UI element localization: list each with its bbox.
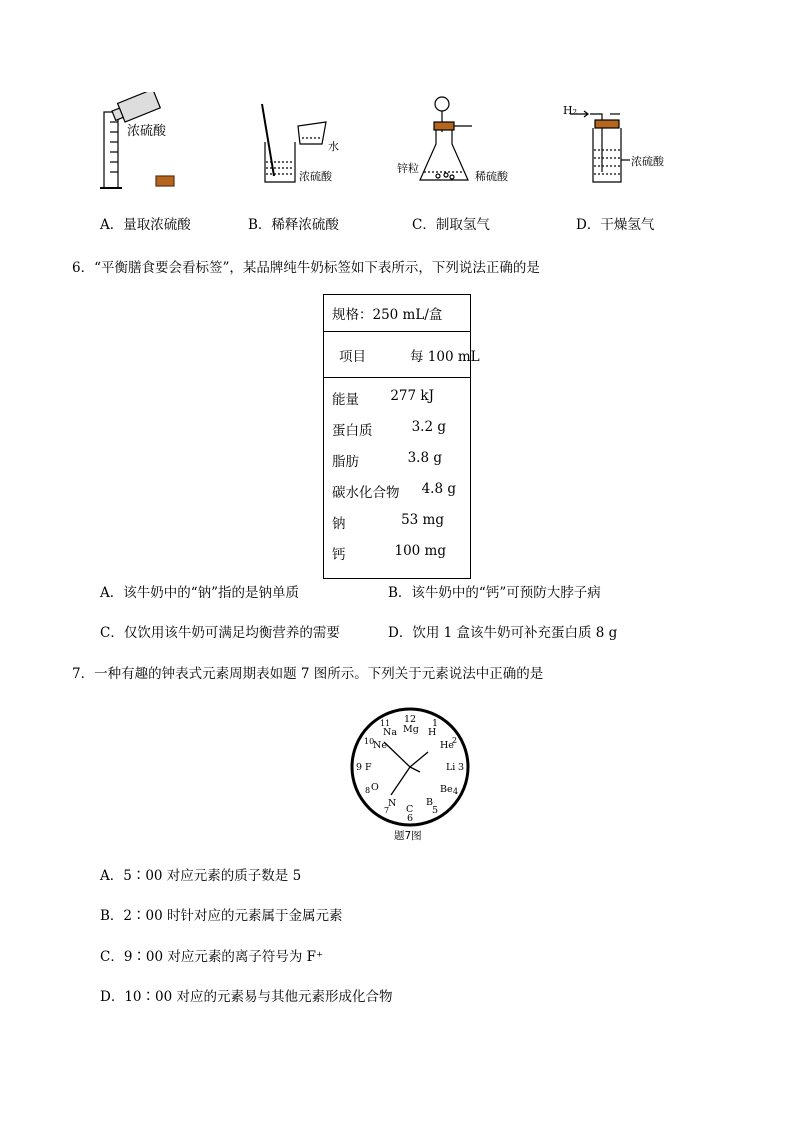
q7-option-b: B．2∶00 时针对应的元素属于金属元素 bbox=[100, 908, 343, 924]
q6-option-d: D．饮用 1 盒该牛奶可补充蛋白质 8 g bbox=[388, 625, 618, 641]
q5-option-d: D．干燥氢气 bbox=[576, 217, 655, 233]
clock-9-number: 9 bbox=[356, 762, 363, 773]
fig-c-zinc-label: 锌粒 bbox=[397, 162, 419, 175]
clock-7-number: 7 bbox=[384, 806, 390, 815]
nutrient-name: 钠 bbox=[332, 516, 346, 532]
hour-hand bbox=[384, 742, 410, 767]
q6-option-a: A．该牛奶中的“钠”指的是钠单质 bbox=[100, 585, 300, 601]
label-row bbox=[332, 450, 464, 470]
clock-11-symbol: Na bbox=[383, 727, 397, 738]
clock-2-symbol: He bbox=[440, 740, 454, 751]
clock-8-symbol: O bbox=[371, 782, 379, 793]
fig-d-label: 浓硫酸 bbox=[631, 155, 664, 168]
milk-nutrition-label bbox=[323, 294, 480, 579]
graduated-cylinder-drawing bbox=[100, 92, 174, 188]
minute-hand bbox=[391, 767, 410, 795]
q5-option-a: A．量取浓硫酸 bbox=[100, 217, 191, 233]
element-clock-figure bbox=[340, 706, 480, 846]
label-row bbox=[332, 388, 464, 408]
nutrient-value: 100 mg bbox=[394, 543, 446, 559]
label-header-per: 每 100 mL bbox=[410, 349, 480, 365]
figure-caption: 题7图 bbox=[394, 830, 422, 842]
nutrient-name: 脂肪 bbox=[332, 454, 359, 470]
q7-option-c: C．9∶00 对应元素的离子符号为 F⁺ bbox=[100, 949, 324, 965]
q6-option-c: C．仅饮用该牛奶可满足均衡营养的需要 bbox=[100, 625, 340, 641]
nutrient-value: 3.2 g bbox=[411, 419, 446, 435]
clock-2-number: 2 bbox=[452, 736, 458, 745]
q7-option-a: A．5∶00 对应元素的质子数是 5 bbox=[100, 868, 302, 884]
clock-1-number: 1 bbox=[432, 718, 439, 729]
clock-1-symbol: H bbox=[428, 727, 437, 738]
clock-3-symbol: Li bbox=[446, 762, 456, 773]
nutrient-value: 4.8 g bbox=[421, 481, 456, 497]
clock-5-symbol: B bbox=[426, 797, 433, 808]
nutrient-value: 53 mg bbox=[401, 512, 444, 528]
label-row bbox=[332, 512, 464, 532]
nutrient-name: 蛋白质 bbox=[332, 423, 373, 439]
clock-4-number: 4 bbox=[453, 787, 459, 796]
clock-8-number: 8 bbox=[365, 786, 371, 795]
clock-6-symbol: C bbox=[406, 804, 414, 815]
fig-b-water-label: 水 bbox=[328, 140, 339, 153]
clock-12-number: 12 bbox=[404, 714, 417, 725]
q7-stem: 7．一种有趣的钟表式元素周期表如题 7 图所示。下列关于元素说法中正确的是 bbox=[72, 666, 544, 682]
label-divider bbox=[324, 331, 470, 332]
q5-option-c: C．制取氢气 bbox=[412, 217, 490, 233]
label-header-item: 项目 bbox=[339, 349, 366, 365]
second-hand-tail bbox=[410, 767, 420, 772]
fig-b-label: 浓硫酸 bbox=[299, 170, 332, 183]
clock-10-symbol: Ne bbox=[373, 740, 387, 751]
clock-3-number: 3 bbox=[458, 762, 465, 773]
flask-apparatus-drawing bbox=[420, 97, 472, 180]
clock-12-symbol: Mg bbox=[403, 724, 419, 735]
label-row bbox=[332, 481, 464, 501]
clock-11-number: 11 bbox=[380, 719, 391, 728]
clock-9-symbol: F bbox=[365, 762, 372, 773]
fig-a-label: 浓硫酸 bbox=[127, 124, 167, 139]
gas-washing-bottle-drawing bbox=[570, 111, 630, 182]
label-divider bbox=[324, 377, 470, 378]
nutrient-name: 碳水化合物 bbox=[332, 485, 400, 501]
fig-d-gas-label: H₂ bbox=[563, 104, 578, 117]
q5-apparatus-figure bbox=[90, 92, 690, 197]
clock-5-number: 5 bbox=[432, 805, 439, 816]
fig-c-acid-label: 稀硫酸 bbox=[475, 170, 508, 183]
q5-option-b: B．稀释浓硫酸 bbox=[248, 217, 339, 233]
clock-10-number: 10 bbox=[364, 737, 375, 746]
label-spec: 规格：250 mL/盒 bbox=[332, 307, 443, 323]
q6-option-b: B．该牛奶中的“钙”可预防大脖子病 bbox=[388, 585, 601, 601]
clock-4-symbol: Be bbox=[440, 784, 453, 795]
q7-option-d: D．10∶00 对应的元素易与其他元素形成化合物 bbox=[100, 989, 393, 1005]
q6-stem: 6．“平衡膳食要会看标签”，某品牌纯牛奶标签如下表所示，下列说法正确的是 bbox=[72, 260, 540, 276]
label-row bbox=[332, 419, 464, 439]
label-row bbox=[332, 543, 464, 563]
clock-6-number: 6 bbox=[407, 813, 414, 824]
nutrient-value: 3.8 g bbox=[407, 450, 442, 466]
nutrient-value: 277 kJ bbox=[390, 388, 434, 404]
second-hand bbox=[410, 752, 428, 767]
nutrient-name: 钙 bbox=[332, 547, 346, 563]
clock-7-symbol: N bbox=[388, 798, 397, 809]
nutrient-name: 能量 bbox=[332, 392, 359, 408]
